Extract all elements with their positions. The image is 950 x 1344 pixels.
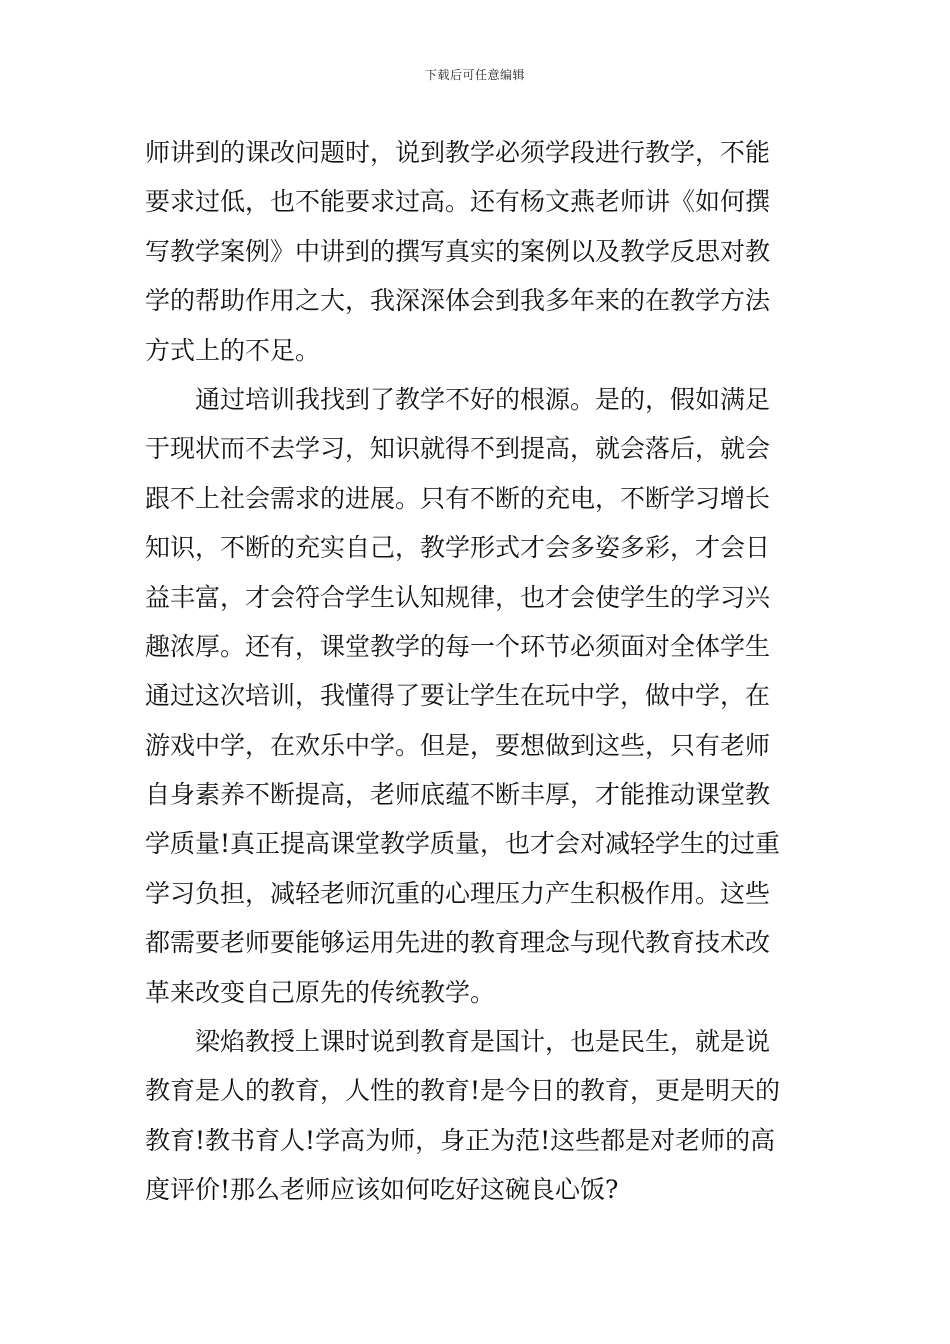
paragraph	[145, 375, 807, 1017]
text-line: 游戏中学，在欢乐中学。但是，要想做到这些，只有老师	[145, 730, 771, 760]
text-line: 于现状而不去学习，知识就得不到提高，就会落后，就会	[145, 434, 771, 464]
page-header-note: 下载后可任意编辑	[424, 68, 525, 82]
text-line: 方式上的不足。	[145, 335, 321, 365]
text-line: 要求过低，也不能要求过高。还有杨文燕老师讲《如何撰	[145, 187, 771, 217]
text-line: 革来改变自己原先的传统教学。	[145, 977, 496, 1007]
text-line: 师讲到的课改问题时，说到教学必须学段进行教学，不能	[145, 138, 771, 167]
text-line: 跟不上社会需求的进展。只有不断的充电，不断学习增长	[145, 483, 771, 513]
text-line: 教育!教书育人!学高为师，身正为范!这些都是对老师的高	[145, 1125, 776, 1155]
text-line: 益丰富，才会符合学生认知规律，也才会使学生的学习兴	[145, 582, 771, 612]
text-line: 学质量!真正提高课堂教学质量，也才会对减轻学生的过重	[145, 829, 781, 859]
paragraph	[145, 128, 807, 375]
text-line: 趣浓厚。还有，课堂教学的每一个环节必须面对全体学生	[145, 631, 771, 661]
text-line: 学的帮助作用之大，我深深体会到我多年来的在教学方法	[145, 286, 771, 316]
text-line: 梁焰教授上课时说到教育是国计，也是民生，就是说	[195, 1027, 771, 1057]
text-line: 写教学案例》中讲到的撰写真实的案例以及教学反思对教	[145, 236, 771, 266]
paragraph	[145, 1017, 807, 1215]
text-line: 知识，不断的充实自己，教学形式才会多姿多彩，才会日	[145, 533, 771, 563]
text-line: 学习负担，减轻老师沉重的心理压力产生积极作用。这些	[145, 878, 771, 908]
text-line: 自身素养不断提高，老师底蕴不断丰厚，才能推动课堂教	[145, 780, 771, 810]
text-line: 教育是人的教育，人性的教育!是今日的教育，更是明天的	[145, 1076, 781, 1106]
body-text	[145, 128, 807, 1215]
text-line: 通过这次培训，我懂得了要让学生在玩中学，做中学，在	[145, 681, 771, 711]
text-line: 通过培训我找到了教学不好的根源。是的，假如满足	[195, 384, 771, 414]
text-line: 都需要老师要能够运用先进的教育理念与现代教育技术改	[145, 928, 771, 958]
text-line: 度评价!那么老师应该如何吃好这碗良心饭?	[145, 1175, 619, 1205]
